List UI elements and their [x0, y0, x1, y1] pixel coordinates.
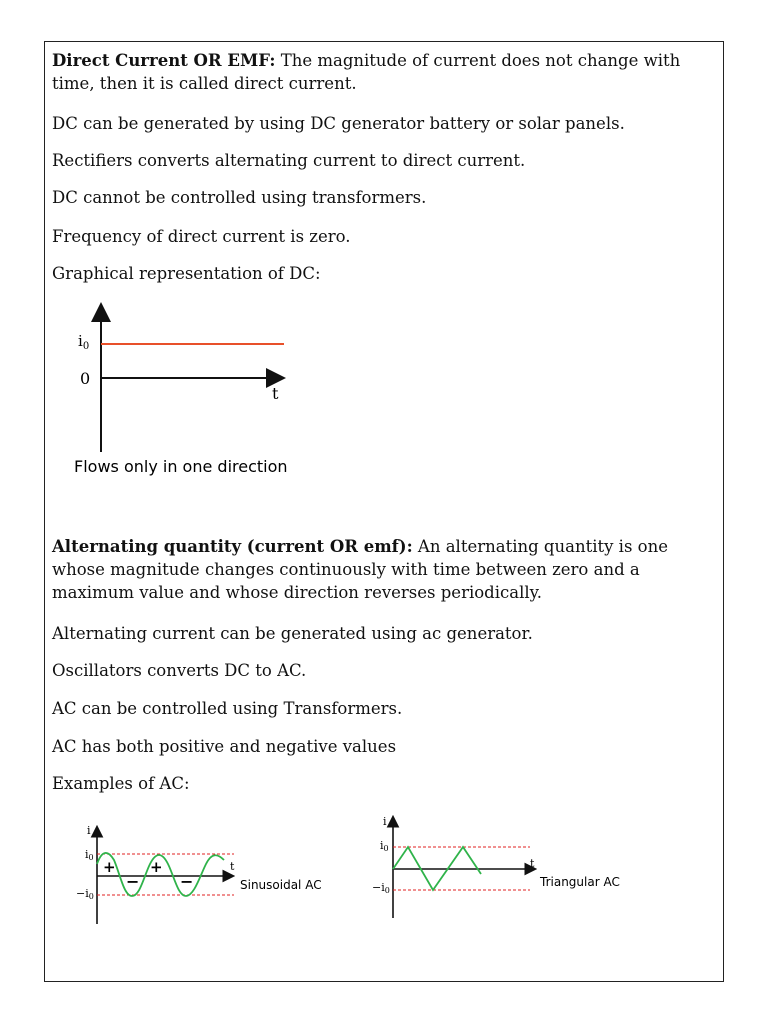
triangular-graph — [368, 812, 648, 924]
tri-caption: Triangular AC — [540, 875, 620, 889]
ac-line-examples: Examples of AC: — [52, 774, 190, 793]
dc-graph — [60, 296, 340, 486]
sin-minus-1: − — [126, 872, 140, 891]
tri-label-neg-i0: −i0 — [372, 881, 390, 895]
dc-line-graphical: Graphical representation of DC: — [52, 264, 321, 283]
dc-definition-text: The magnitude of current does not change with time, then it is called direct current. — [52, 51, 681, 93]
dc-line-generation: DC can be generated by using DC generator battery or solar panels. — [52, 114, 625, 133]
tri-label-i0: i0 — [380, 839, 389, 853]
sin-caption: Sinusoidal AC — [240, 878, 322, 892]
ac-definition — [52, 535, 702, 604]
sin-minus-2: − — [180, 872, 194, 891]
ac-line-values: AC has both positive and negative values — [52, 737, 397, 756]
dc-heading: Direct Current OR EMF: — [52, 51, 276, 70]
dc-caption: Flows only in one direction — [74, 457, 288, 476]
ac-line-oscillators: Oscillators converts DC to AC. — [52, 661, 307, 680]
sin-label-t: t — [230, 860, 235, 873]
tri-label-i: i — [383, 815, 387, 828]
sinusoidal-graph — [72, 820, 342, 930]
sin-plus-1: + — [103, 858, 116, 876]
dc-label-t: t — [272, 384, 279, 403]
ac-heading: Alternating quantity (current OR emf): — [52, 537, 413, 556]
ac-line-generation: Alternating current can be generated using ac generator. — [52, 624, 533, 643]
tri-label-t: t — [530, 857, 535, 870]
dc-label-i0: $i_0$ — [78, 332, 90, 352]
ac-definition-text: An alternating quantity is one whose magnitude changes continuously with time between zero and a maximum value and whose direction reverses periodically. — [52, 537, 668, 602]
dc-label-zero: 0 — [80, 369, 91, 388]
dc-line-frequency: Frequency of direct current is zero. — [52, 227, 351, 246]
dc-definition — [52, 49, 702, 95]
sin-plus-2: + — [150, 858, 163, 876]
dc-line-transformers: DC cannot be controlled using transformers. — [52, 188, 427, 207]
sin-label-neg-i0: −i0 — [76, 887, 94, 901]
dc-line-rectifiers: Rectifiers converts alternating current to direct current. — [52, 151, 526, 170]
ac-line-transformers: AC can be controlled using Transformers. — [52, 699, 403, 718]
sin-label-i0: i0 — [85, 848, 94, 862]
sin-label-i: i — [87, 824, 91, 837]
